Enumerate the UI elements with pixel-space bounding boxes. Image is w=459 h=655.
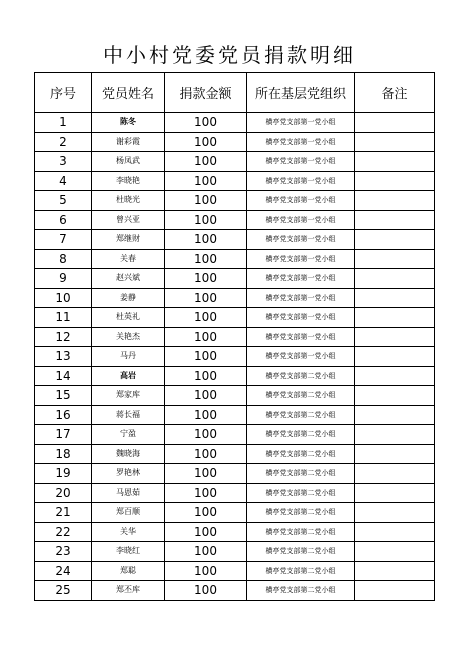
cell-note: [355, 405, 435, 425]
cell-note: [355, 444, 435, 464]
cell-org: 横亭党支部第一党小组: [247, 230, 355, 250]
table-body: [35, 113, 435, 601]
cell-org: 横亭党支部第二党小组: [247, 386, 355, 406]
cell-org: 横亭党支部第二党小组: [247, 483, 355, 503]
cell-note: [355, 522, 435, 542]
cell-amount: 100: [165, 288, 247, 308]
cell-name: 郑继财: [92, 230, 165, 250]
cell-amount: 100: [165, 425, 247, 445]
cell-amount: 100: [165, 191, 247, 211]
cell-name: 高岩: [92, 366, 165, 386]
cell-amount: 100: [165, 366, 247, 386]
cell-note: [355, 483, 435, 503]
table-row: [35, 132, 435, 152]
cell-seq: 24: [35, 561, 92, 581]
cell-name: 陈冬: [92, 113, 165, 133]
table-row: [35, 483, 435, 503]
cell-note: [355, 113, 435, 133]
table-row: [35, 522, 435, 542]
table-row: [35, 113, 435, 133]
cell-amount: 100: [165, 347, 247, 367]
cell-name: 姜静: [92, 288, 165, 308]
cell-org: 横亭党支部第一党小组: [247, 171, 355, 191]
cell-name: 杨凤武: [92, 152, 165, 172]
cell-name: 郑聪: [92, 561, 165, 581]
cell-note: [355, 249, 435, 269]
cell-name: 杜英礼: [92, 308, 165, 328]
cell-org: 横亭党支部第二党小组: [247, 366, 355, 386]
cell-seq: 8: [35, 249, 92, 269]
cell-org: 横亭党支部第一党小组: [247, 269, 355, 289]
table-row: [35, 308, 435, 328]
cell-amount: 100: [165, 386, 247, 406]
cell-org: 横亭党支部第二党小组: [247, 522, 355, 542]
cell-amount: 100: [165, 171, 247, 191]
header-amount: 捐款金额: [165, 73, 247, 113]
cell-name: 谢彩霞: [92, 132, 165, 152]
cell-seq: 7: [35, 230, 92, 250]
cell-name: 曾兴亚: [92, 210, 165, 230]
cell-seq: 2: [35, 132, 92, 152]
cell-name: 关春: [92, 249, 165, 269]
cell-amount: 100: [165, 269, 247, 289]
table-row: [35, 249, 435, 269]
table-row: [35, 503, 435, 523]
header-name: 党员姓名: [92, 73, 165, 113]
cell-name: 郑百顺: [92, 503, 165, 523]
cell-name: 郑丕库: [92, 581, 165, 601]
cell-amount: 100: [165, 483, 247, 503]
cell-seq: 9: [35, 269, 92, 289]
cell-name: 罗艳林: [92, 464, 165, 484]
cell-amount: 100: [165, 542, 247, 562]
donation-table: [34, 72, 435, 601]
cell-org: 横亭党支部第一党小组: [247, 249, 355, 269]
cell-name: 关华: [92, 522, 165, 542]
cell-seq: 4: [35, 171, 92, 191]
cell-seq: 25: [35, 581, 92, 601]
cell-seq: 21: [35, 503, 92, 523]
cell-amount: 100: [165, 327, 247, 347]
header-seq: 序号: [35, 73, 92, 113]
cell-note: [355, 464, 435, 484]
table-header-row: [35, 73, 435, 113]
cell-name: 李晓艳: [92, 171, 165, 191]
cell-note: [355, 425, 435, 445]
cell-amount: 100: [165, 230, 247, 250]
cell-seq: 10: [35, 288, 92, 308]
cell-org: 横亭党支部第一党小组: [247, 152, 355, 172]
cell-org: 横亭党支部第一党小组: [247, 347, 355, 367]
cell-seq: 15: [35, 386, 92, 406]
cell-name: 李晓红: [92, 542, 165, 562]
cell-org: 横亭党支部第二党小组: [247, 444, 355, 464]
cell-amount: 100: [165, 113, 247, 133]
table-row: [35, 386, 435, 406]
cell-seq: 20: [35, 483, 92, 503]
table-row: [35, 425, 435, 445]
cell-amount: 100: [165, 308, 247, 328]
cell-amount: 100: [165, 503, 247, 523]
cell-org: 横亭党支部第一党小组: [247, 327, 355, 347]
table-row: [35, 327, 435, 347]
cell-seq: 22: [35, 522, 92, 542]
cell-org: 横亭党支部第二党小组: [247, 425, 355, 445]
cell-name: 马丹: [92, 347, 165, 367]
cell-org: 横亭党支部第二党小组: [247, 464, 355, 484]
cell-amount: 100: [165, 444, 247, 464]
cell-amount: 100: [165, 405, 247, 425]
cell-seq: 12: [35, 327, 92, 347]
cell-org: 横亭党支部第一党小组: [247, 210, 355, 230]
cell-seq: 17: [35, 425, 92, 445]
cell-org: 横亭党支部第二党小组: [247, 581, 355, 601]
cell-seq: 23: [35, 542, 92, 562]
header-org: 所在基层党组织: [247, 73, 355, 113]
cell-seq: 18: [35, 444, 92, 464]
cell-name: 杜晓光: [92, 191, 165, 211]
cell-org: 横亭党支部第一党小组: [247, 191, 355, 211]
cell-org: 横亭党支部第二党小组: [247, 405, 355, 425]
cell-note: [355, 132, 435, 152]
table-row: [35, 464, 435, 484]
cell-note: [355, 288, 435, 308]
cell-note: [355, 347, 435, 367]
cell-name: 魏晓海: [92, 444, 165, 464]
table-row: [35, 152, 435, 172]
cell-note: [355, 230, 435, 250]
cell-amount: 100: [165, 249, 247, 269]
cell-note: [355, 210, 435, 230]
cell-note: [355, 581, 435, 601]
cell-seq: 1: [35, 113, 92, 133]
table-row: [35, 542, 435, 562]
cell-note: [355, 308, 435, 328]
cell-org: 横亭党支部第二党小组: [247, 542, 355, 562]
cell-amount: 100: [165, 210, 247, 230]
cell-seq: 11: [35, 308, 92, 328]
table-row: [35, 171, 435, 191]
cell-note: [355, 191, 435, 211]
header-note: 备注: [355, 73, 435, 113]
cell-seq: 6: [35, 210, 92, 230]
cell-seq: 14: [35, 366, 92, 386]
cell-note: [355, 386, 435, 406]
cell-note: [355, 152, 435, 172]
cell-name: 马恩茹: [92, 483, 165, 503]
cell-name: 蒋长福: [92, 405, 165, 425]
cell-note: [355, 171, 435, 191]
cell-org: 横亭党支部第一党小组: [247, 288, 355, 308]
table-row: [35, 444, 435, 464]
cell-note: [355, 327, 435, 347]
table-row: [35, 288, 435, 308]
cell-amount: 100: [165, 152, 247, 172]
cell-org: 横亭党支部第二党小组: [247, 503, 355, 523]
cell-seq: 5: [35, 191, 92, 211]
table-row: [35, 561, 435, 581]
cell-note: [355, 503, 435, 523]
cell-org: 横亭党支部第一党小组: [247, 308, 355, 328]
cell-seq: 19: [35, 464, 92, 484]
table-row: [35, 230, 435, 250]
cell-seq: 13: [35, 347, 92, 367]
cell-seq: 3: [35, 152, 92, 172]
table-row: [35, 347, 435, 367]
table-row: [35, 581, 435, 601]
cell-name: 赵兴斌: [92, 269, 165, 289]
cell-name: 宁盈: [92, 425, 165, 445]
cell-amount: 100: [165, 522, 247, 542]
cell-org: 横亭党支部第二党小组: [247, 561, 355, 581]
cell-amount: 100: [165, 132, 247, 152]
table-row: [35, 269, 435, 289]
cell-amount: 100: [165, 561, 247, 581]
cell-note: [355, 269, 435, 289]
cell-seq: 16: [35, 405, 92, 425]
table-row: [35, 405, 435, 425]
cell-note: [355, 561, 435, 581]
cell-amount: 100: [165, 581, 247, 601]
table-row: [35, 210, 435, 230]
cell-org: 横亭党支部第一党小组: [247, 113, 355, 133]
cell-name: 关艳杰: [92, 327, 165, 347]
cell-amount: 100: [165, 464, 247, 484]
document-title: 中小村党委党员捐款明细: [103, 43, 356, 67]
cell-name: 郑家库: [92, 386, 165, 406]
cell-note: [355, 542, 435, 562]
table-row: [35, 191, 435, 211]
cell-org: 横亭党支部第一党小组: [247, 132, 355, 152]
cell-note: [355, 366, 435, 386]
table-row: [35, 366, 435, 386]
